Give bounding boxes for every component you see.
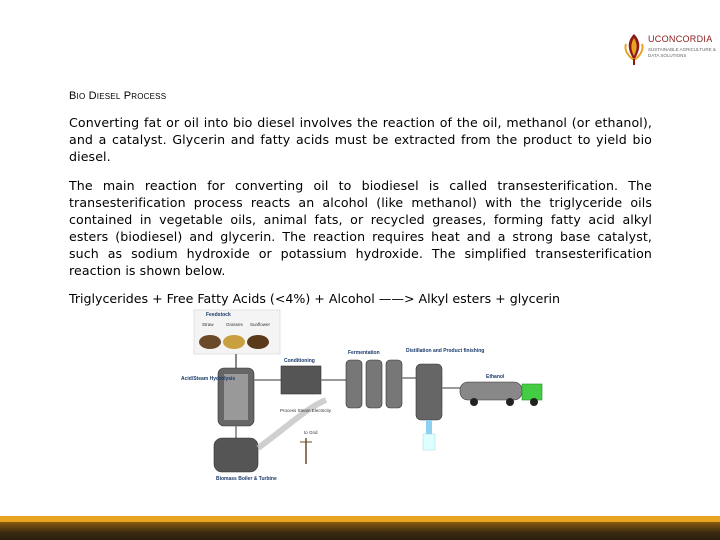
page-title: Bio Diesel Process (69, 90, 167, 102)
to-grid-label: to Grid (304, 430, 318, 435)
logo-name: UCONCORDIA (648, 34, 713, 44)
distillation-label: Distillation and Product finishing (406, 348, 485, 354)
feed-straw-label: Straw (202, 322, 214, 327)
reaction-equation: Triglycerides + Free Fatty Acids (<4%) + Alcohol ——> Alkyl esters + glycerin (69, 291, 560, 306)
logo-emblem-icon (622, 30, 646, 66)
conditioning-label: Conditioning (284, 358, 315, 364)
feed-grasses-label: Grasses (226, 322, 243, 327)
footer-bar (0, 522, 720, 540)
paragraph-intro: Converting fat or oil into bio diesel involves the reaction of the oil, methanol (or ethanol), and a catalyst. Glycerin and fatty acids must be extracted from the product to yield bio diesel. (69, 115, 652, 164)
feed-sunflower-label: Sunflower (250, 322, 271, 327)
process-diagram (176, 308, 566, 488)
feedstock-label: Feedstock (206, 312, 231, 318)
acid-steam-label: Acid/Steam Hydrolysis (181, 376, 236, 382)
paragraph-transesterification: The main reaction for converting oil to biodiesel is called transesterification. The transesterification process reacts an alcohol (like methanol) with the triglyceride oils contained in vegetable oils, animal fats, or recycled greases, forming fatty acid alkyl esters (biodiesel) and glycerin. The reaction requires heat and a strong base catalyst, such as sodium hydroxide or potassium hydroxide. The simplified transesterification reaction is shown below. (69, 178, 652, 278)
process-steam-label: Process Steam Electricity (280, 408, 332, 413)
fermentation-label: Fermentation (348, 350, 380, 356)
boiler-label: Biomass Boiler & Turbine (216, 476, 277, 482)
logo-tagline: SUSTAINABLE AGRICULTURE & DATA SOLUTIONS (648, 47, 716, 58)
ethanol-label: Ethanol (486, 374, 505, 380)
company-logo (622, 30, 718, 70)
